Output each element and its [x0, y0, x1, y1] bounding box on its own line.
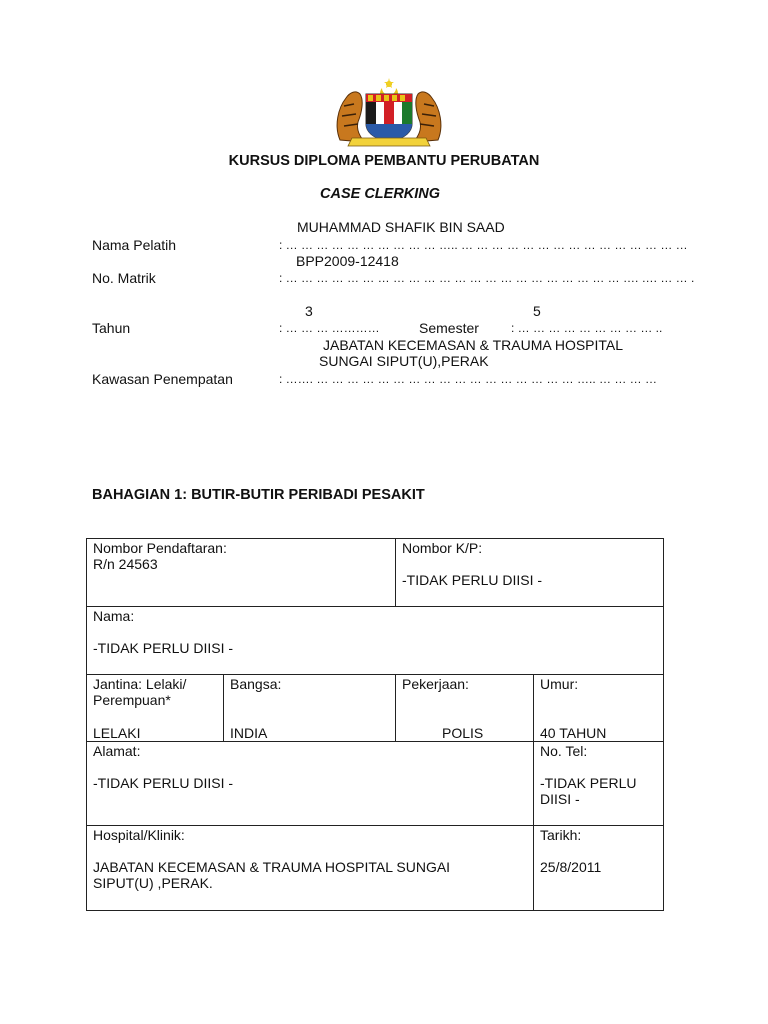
- hospital-value-cont: SIPUT(U) ,PERAK.: [93, 875, 213, 891]
- cell-umur: [534, 675, 664, 742]
- table-row: [87, 742, 664, 826]
- pekerjaan-value: POLIS: [442, 725, 484, 741]
- no-pendaftaran-label: Nombor Pendaftaran:: [93, 540, 227, 556]
- spacer: [93, 759, 527, 775]
- jantina-value: LELAKI: [93, 725, 141, 741]
- no-tel-value: -TIDAK PERLU: [540, 775, 637, 791]
- table-row: [87, 539, 664, 607]
- cell-pekerjaan: [396, 675, 534, 742]
- cell-no-pendaftaran: [87, 539, 396, 607]
- hospital-label: Hospital/Klinik:: [93, 827, 185, 843]
- jantina-label: Jantina: Lelaki/: [93, 676, 187, 692]
- cell-no-kp: [396, 539, 664, 607]
- patient-details-table: [86, 538, 664, 911]
- spacer: [540, 843, 657, 859]
- tahun-dots: : … … … …………: [279, 321, 380, 335]
- spacer: [540, 692, 657, 708]
- pekerjaan-label: Pekerjaan:: [402, 676, 469, 692]
- bangsa-label: Bangsa:: [230, 676, 282, 692]
- nama-label: Nama:: [93, 608, 135, 624]
- semester-dots: : … … … … … … … … … ..: [511, 321, 663, 335]
- kawasan-label: Kawasan Penempatan: [92, 371, 233, 387]
- no-matrik-value: BPP2009-12418: [296, 253, 399, 269]
- spacer: [540, 759, 657, 775]
- coat-of-arms-logo: [332, 78, 446, 150]
- kawasan-dots: : ……. … … … … … … … … … … … … … … … … … ….. … … … …: [279, 372, 658, 386]
- nama-pelatih-label: Nama Pelatih: [92, 237, 177, 253]
- semester-label: Semester: [419, 320, 479, 336]
- hospital-value: JABATAN KECEMASAN & TRAUMA HOSPITAL SUNGAI: [93, 859, 451, 875]
- spacer: [93, 843, 527, 859]
- spacer: [402, 692, 527, 708]
- page-subtitle: CASE CLERKING: [320, 186, 441, 202]
- no-pendaftaran-value: R/n 24563: [93, 556, 158, 572]
- spacer: [402, 556, 657, 572]
- cell-no-tel: [534, 742, 664, 826]
- table-row: [87, 675, 664, 742]
- jantina-label-cont: Perempuan*: [93, 692, 171, 708]
- spacer: [230, 708, 389, 725]
- table-row: [87, 826, 664, 911]
- nama-pelatih-value: MUHAMMAD SHAFIK BIN SAAD: [297, 219, 505, 235]
- nama-pelatih-dots: : … … … … … … … … … … ….. … … … … … … … … … … … … … … …: [279, 238, 688, 252]
- umur-value: 40 TAHUN: [540, 725, 607, 741]
- cell-alamat: [87, 742, 534, 826]
- alamat-value: -TIDAK PERLU DIISI -: [93, 775, 234, 791]
- spacer: [93, 708, 217, 725]
- tarikh-label: Tarikh:: [540, 827, 582, 843]
- cell-nama: [87, 607, 664, 675]
- spacer: [402, 708, 527, 725]
- spacer: [230, 692, 389, 708]
- spacer: [93, 624, 657, 640]
- section-heading: BAHAGIAN 1: BUTIR-BUTIR PERIBADI PESAKIT: [92, 487, 425, 503]
- kawasan-value-line1: JABATAN KECEMASAN & TRAUMA HOSPITAL: [323, 337, 624, 353]
- tahun-value: 3: [305, 303, 313, 319]
- cell-tarikh: [534, 826, 664, 911]
- cell-jantina: [87, 675, 224, 742]
- tahun-label: Tahun: [92, 320, 131, 336]
- no-kp-label: Nombor K/P:: [402, 540, 483, 556]
- cell-hospital: [87, 826, 534, 911]
- cell-bangsa: [224, 675, 396, 742]
- bangsa-value: INDIA: [230, 725, 268, 741]
- no-tel-label: No. Tel:: [540, 743, 588, 759]
- umur-label: Umur:: [540, 676, 579, 692]
- tarikh-value: 25/8/2011: [540, 859, 602, 875]
- no-matrik-label: No. Matrik: [92, 270, 156, 286]
- nama-value: -TIDAK PERLU DIISI -: [93, 640, 234, 656]
- no-matrik-dots: : … … … … … … … … … … … … … … … … … … … … … … …. …. … … .: [279, 271, 695, 285]
- no-kp-value: -TIDAK PERLU DIISI -: [402, 572, 543, 588]
- semester-value: 5: [533, 303, 541, 319]
- spacer: [540, 708, 657, 725]
- no-tel-value-cont: DIISI -: [540, 791, 580, 807]
- kawasan-value-line2: SUNGAI SIPUT(U),PERAK: [319, 353, 489, 369]
- page-title: KURSUS DIPLOMA PEMBANTU PERUBATAN: [228, 153, 540, 169]
- alamat-label: Alamat:: [93, 743, 141, 759]
- table-row: [87, 607, 664, 675]
